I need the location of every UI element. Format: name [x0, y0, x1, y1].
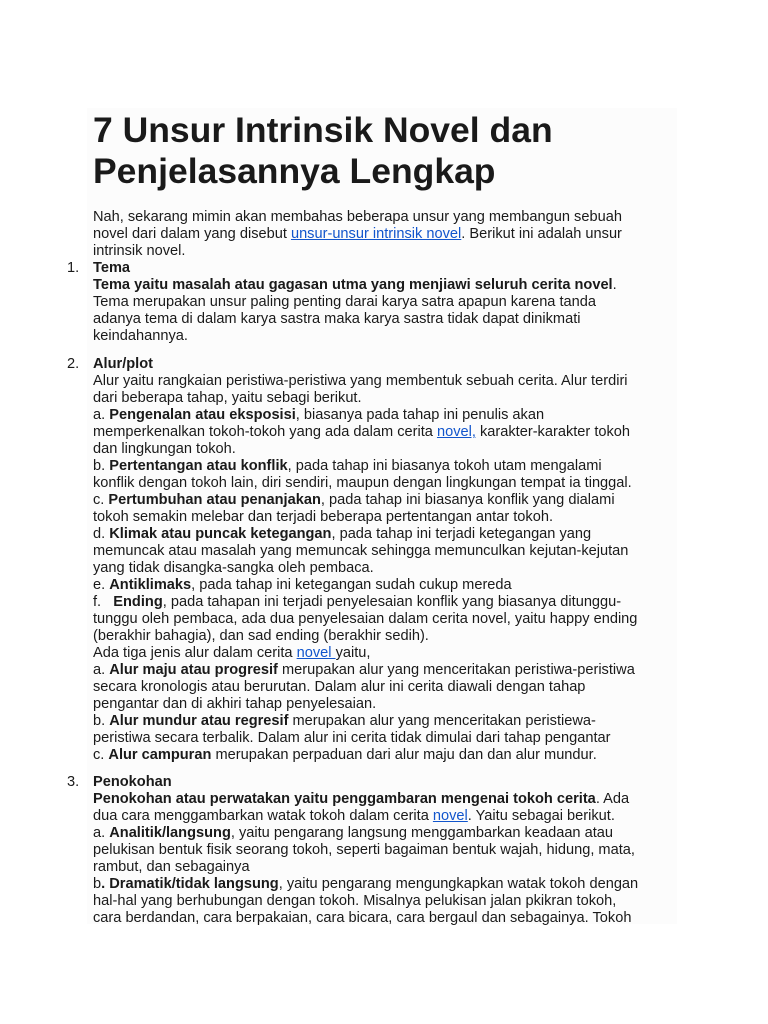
text-line: [93, 458, 679, 475]
text-line: [93, 774, 679, 791]
text-run: . Ada: [595, 791, 630, 807]
text-line: hal-hal yang berhubungan dengan tokoh. Misalnya pelukisan jalan pkikran tokoh,: [93, 893, 617, 909]
text-run: , yaitu pengarang langsung menggambarkan keadaan atau: [230, 825, 614, 841]
text-run: Alur maju atau progresif: [109, 662, 278, 678]
text-run: Pertentangan atau konflik: [109, 458, 288, 474]
text-line: [93, 645, 679, 662]
text-line: [93, 594, 679, 611]
text-line: keindahannya.: [93, 328, 188, 344]
list-number: 3.: [67, 774, 80, 790]
text-run: Ending: [113, 594, 163, 610]
link-unsur-intrinsik-novel[interactable]: unsur-unsur intrinsik novel: [290, 226, 462, 242]
text-line: [93, 876, 679, 893]
list-number: 1.: [67, 260, 80, 276]
list-item-penokohan: [67, 774, 679, 927]
text-run: . Yaitu sebagai berikut.: [467, 808, 615, 824]
text-run: karakter-karakter tokoh: [475, 424, 631, 440]
text-run: , pada tahap ini biasanya konflik yang dialami: [320, 492, 615, 508]
text-line: tunggu oleh pembaca, ada dua penyelesaian dalam cerita novel, yaitu happy ending: [93, 611, 638, 627]
text-run: Ada tiga jenis alur dalam cerita: [93, 645, 297, 661]
list-item-alur: [67, 356, 679, 764]
text-line: [93, 825, 679, 842]
title-line-1: 7 Unsur Intrinsik Novel dan: [93, 110, 553, 150]
text-line: [93, 526, 679, 543]
article-title: [93, 110, 553, 192]
text-line: [93, 492, 679, 509]
text-line: (berakhir bahagia), dan sad ending (berakhir sedih).: [93, 628, 429, 644]
text-run: b.: [93, 458, 110, 474]
text-run: Alur mundur atau regresif: [109, 713, 289, 729]
text-line: [93, 356, 679, 373]
text-line: Alur yaitu rangkaian peristiwa-peristiwa yang membentuk sebuah cerita. Alur terdiri: [93, 373, 628, 389]
article-body: [67, 209, 679, 927]
text-line: peristiwa secara terbalik. Dalam alur ini cerita tidak dimulai dari tahap pengantar: [93, 730, 611, 746]
text-run: Alur campuran: [108, 747, 212, 763]
text-run: Klimak atau puncak ketegangan: [109, 526, 332, 542]
text-run: a.: [93, 825, 110, 841]
text-line: intrinsik novel.: [93, 243, 186, 259]
text-run: Analitik/langsung: [109, 825, 231, 841]
title-line-2: Penjelasannya Lengkap: [93, 151, 496, 191]
text-run: merupakan perpaduan dari alur maju dan dan alur mundur.: [211, 747, 597, 763]
text-line: dan lingkungan tokoh.: [93, 441, 236, 457]
link-novel[interactable]: novel,: [436, 424, 476, 440]
text-run: dua cara menggambarkan watak tokoh dalam cerita: [93, 808, 433, 824]
list-item-tema: [67, 260, 679, 345]
text-line: [93, 407, 679, 424]
text-line: rambut, dan sebagainya: [93, 859, 250, 875]
text-run: memperkenalkan tokoh-tokoh yang ada dalam cerita: [93, 424, 437, 440]
text-line: [93, 260, 679, 277]
text-line: [93, 713, 679, 730]
text-line: tokoh semakin melebar dan terjadi beberapa pertentangan antar tokoh.: [93, 509, 554, 525]
text-line: [93, 577, 679, 594]
text-line: [93, 424, 679, 441]
text-run: . Berikut ini adalah unsur: [461, 226, 622, 242]
item-heading: Tema: [93, 260, 131, 276]
intro-paragraph: [93, 209, 679, 260]
text-line: pengantar dan di akhiri tahap penyelesaian.: [93, 696, 377, 712]
link-novel-3[interactable]: novel: [432, 808, 468, 824]
text-run: , biasanya pada tahap ini penulis akan: [295, 407, 545, 423]
text-line: cara berdandan, cara berpakaian, cara bicara, cara bergaul dan sebagainya. Tokoh: [93, 910, 632, 926]
link-novel-2[interactable]: novel: [296, 645, 336, 661]
text-run: , yaitu pengarang mengungkapkan watak tokoh dengan: [278, 876, 639, 892]
text-line: adanya tema di dalam karya sastra maka karya sastra tidak dapat dinikmati: [93, 311, 581, 327]
text-run: , pada tahap ini ketegangan sudah cukup mereda: [191, 577, 512, 593]
text-run: .: [612, 277, 617, 293]
text-run: Pertumbuhan atau penanjakan: [108, 492, 321, 508]
text-line: pelukisan bentuk fisik seorang tokoh, seperti bagaiman bentuk wajah, hidung, mata,: [93, 842, 635, 858]
text-run: novel dari dalam yang disebut: [93, 226, 291, 242]
text-run: Antiklimaks: [109, 577, 192, 593]
text-run: c.: [93, 747, 109, 763]
text-run: c.: [93, 492, 109, 508]
list-number: 2.: [67, 356, 80, 372]
text-run: , pada tahap ini terjadi ketegangan yang: [331, 526, 592, 542]
text-line: secara kronologis atau berurutan. Dalam alur ini cerita diawali dengan tahap: [93, 679, 586, 695]
item-heading: Alur/plot: [93, 356, 153, 372]
text-run: d.: [93, 526, 110, 542]
text-run: b: [93, 876, 102, 892]
text-line: [93, 277, 679, 294]
item-heading: Penokohan: [93, 774, 172, 790]
text-run: Penokohan atau perwatakan yaitu penggambaran mengenai tokoh cerita: [93, 791, 596, 807]
text-run: a.: [93, 407, 110, 423]
text-line: [93, 791, 679, 808]
text-run: Tema yaitu masalah atau gagasan utma yang menjiawi seluruh cerita novel: [93, 277, 613, 293]
text-line: yang tidak disangka-sangka oleh pembaca.: [93, 560, 374, 576]
text-run: merupakan alur yang menceritakan peristiewa-: [288, 713, 596, 729]
text-line: memuncak atau masalah yang memuncak sehingga memunculkan kejutan-kejutan: [93, 543, 629, 559]
text-run: Pengenalan atau eksposisi: [109, 407, 296, 423]
text-line: konflik dengan tokoh lain, diri sendiri, maupun dengan lingkungan tempat ia tinggal.: [93, 475, 632, 491]
text-line: dari beberapa tahap, yaitu sebagi berikut.: [93, 390, 362, 406]
document-page: [67, 108, 677, 926]
text-line: Nah, sekarang mimin akan membahas beberapa unsur yang membangun sebuah: [93, 209, 622, 225]
text-line: [93, 226, 679, 243]
text-line: [93, 808, 679, 825]
text-run: e.: [93, 577, 110, 593]
text-run: , pada tahapan ini terjadi penyelesaian konflik yang biasanya ditunggu-: [162, 594, 622, 610]
text-line: [93, 662, 679, 679]
text-run: merupakan alur yang menceritakan peristiwa-peristiwa: [277, 662, 635, 678]
text-line: Tema merupakan unsur paling penting darai karya satra apapun karena tanda: [93, 294, 596, 310]
text-run: , pada tahap ini biasanya tokoh utam mengalami: [287, 458, 602, 474]
text-run: . Dramatik/tidak langsung: [101, 876, 279, 892]
text-line: [93, 747, 679, 764]
text-run: f.: [93, 594, 114, 610]
text-run: yaitu,: [335, 645, 371, 661]
text-run: a.: [93, 662, 110, 678]
text-run: b.: [93, 713, 110, 729]
